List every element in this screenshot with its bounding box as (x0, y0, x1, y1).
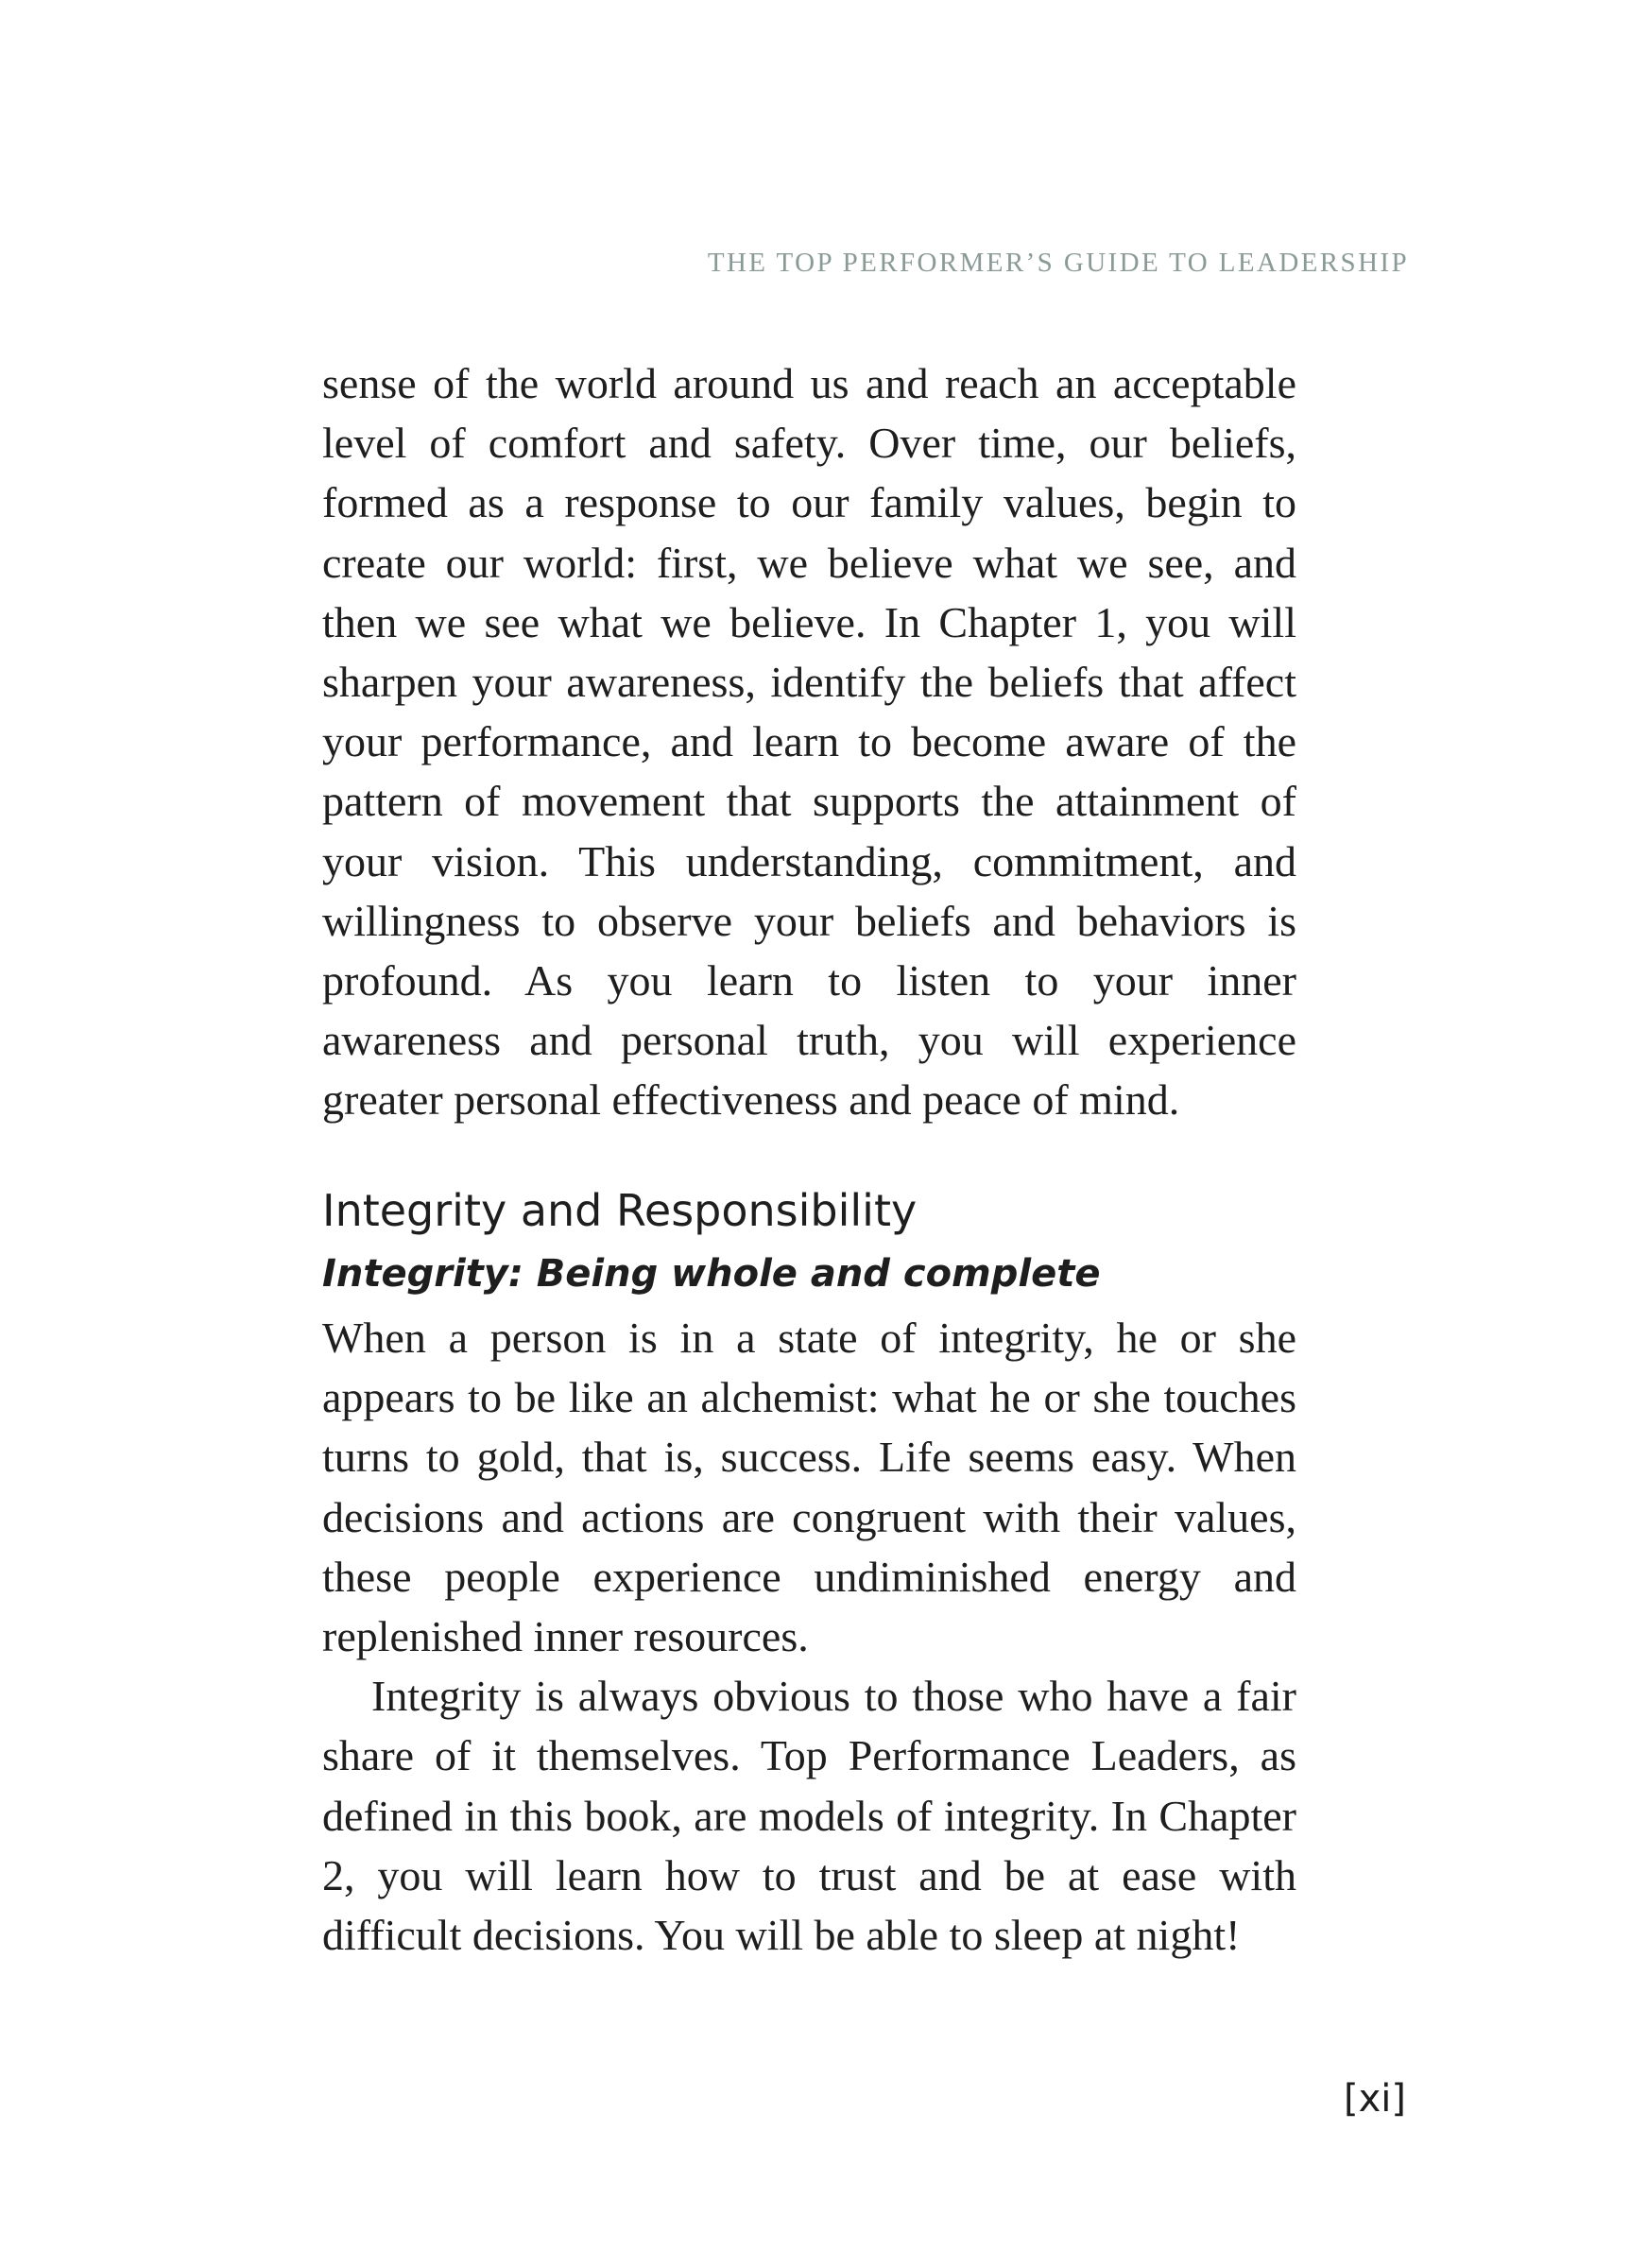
body-paragraph: When a person is in a state of integrity, he or she appears to be like an alchemist: what he or she touches turns to gold, that is, success. Life seems easy. When decisions and actions are congruent with their values, these people experience undiminished energy and replenished inner resources. (322, 1314, 1296, 1661)
section-heading: Integrity and Responsibility (322, 1185, 918, 1236)
section-subheading: Integrity: Being whole and complete (322, 1252, 1101, 1296)
body-text-top (322, 353, 1296, 1130)
body-text-section (322, 1308, 1296, 1965)
running-head: THE TOP PERFORMER’S GUIDE TO LEADERSHIP (707, 248, 1409, 278)
body-paragraph: sense of the world around us and reach an acceptable level of comfort and safety. Over time, our beliefs, formed as a response to our family values, begin to create our world: first, we believe what we see, and then we see what we believe. In Chapter 1, you will sharpen your awareness, identify the beliefs that affect your performance, and learn to become aware of the pattern of movement that supports the attainment of your vision. This understanding, commitment, and willingness to observe your beliefs and behaviors is profound. As you learn to listen to your inner awareness and personal truth, you will experience greater personal effectiveness and peace of mind. (322, 359, 1296, 1125)
page-number: [xi] (1344, 2077, 1406, 2121)
body-paragraph: Integrity is always obvious to those who have a fair share of it themselves. Top Performance Leaders, as defined in this book, are models of integrity. In Chapter 2, you will learn how to trust and be at ease with difficult decisions. You will be able to sleep at night! (322, 1672, 1296, 1960)
